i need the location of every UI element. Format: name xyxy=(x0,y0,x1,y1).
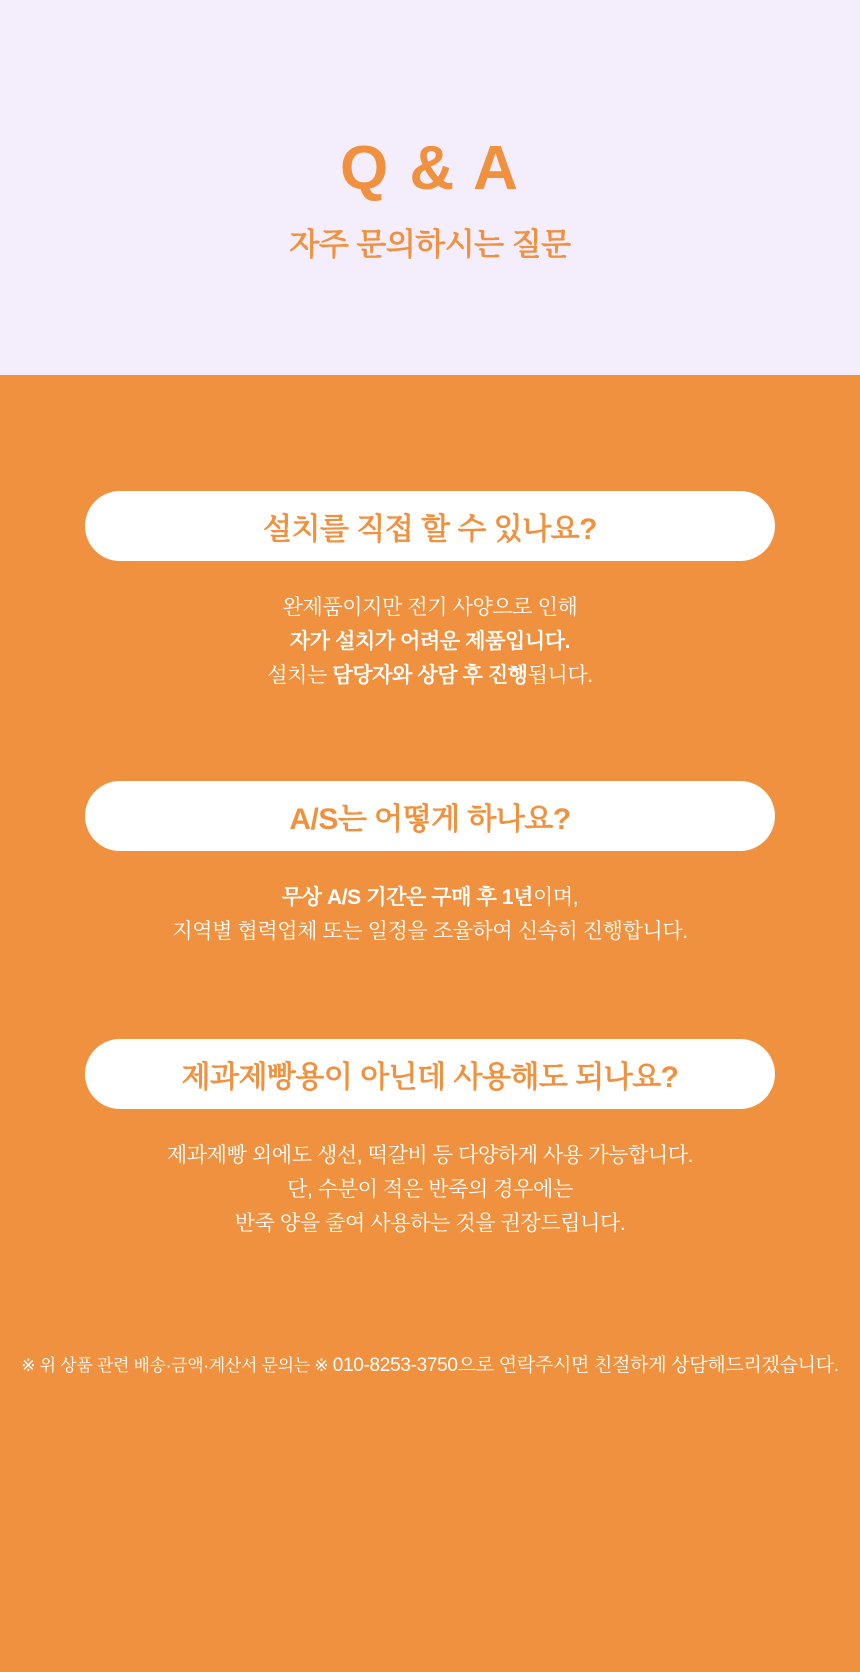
faq-answer xyxy=(267,591,592,693)
faq-answer xyxy=(172,881,687,949)
faq-answer xyxy=(167,1139,693,1241)
faq-answer-segment: 담당자와 상담 후 진행 xyxy=(332,664,528,688)
contact-note-line-1: ※ 위 상품 관련 배송·금액·계산서 문의는 ※ xyxy=(21,1356,329,1376)
faq-answer-line xyxy=(167,1207,693,1241)
faq-answer-segment: 자가 설치가 어려운 제품입니다. xyxy=(289,630,571,654)
faq-answer-line xyxy=(172,881,687,915)
faq-answer-segment: 단, 수분이 적은 반죽의 경우에는 xyxy=(287,1178,573,1202)
faq-question-pill xyxy=(85,491,775,561)
faq-question-text: A/S는 어떻게 하나요? xyxy=(289,803,571,837)
faq-answer-line xyxy=(172,915,687,949)
faq-answer-segment: 됩니다. xyxy=(527,664,593,688)
contact-note-line-2: 010-8253-3750으로 연락주시면 친절하게 상담해드리겠습니다. xyxy=(332,1355,839,1377)
page-subtitle: 자주 문의하시는 질문 xyxy=(289,227,571,263)
faq-question-pill xyxy=(85,781,775,851)
faq-answer-segment: 완제품이지만 전기 사양으로 인해 xyxy=(282,596,578,619)
faq-question-pill xyxy=(85,1039,775,1109)
faq-item xyxy=(0,1039,860,1241)
faq-question-text: 설치를 직접 할 수 있나요? xyxy=(263,513,597,546)
faq-answer-line xyxy=(267,625,592,659)
page-title: Q & A xyxy=(340,134,520,203)
page-header xyxy=(0,0,860,375)
faq-answer-segment: 이며, xyxy=(533,886,579,910)
faq-item xyxy=(0,491,860,693)
faq-answer-segment: 반죽 양을 줄여 사용하는 것을 권장드립니다. xyxy=(234,1212,626,1236)
faq-answer-line xyxy=(267,659,592,693)
faq-answer-segment: 지역별 협력업체 또는 일정을 조율하여 신속히 진행합니다. xyxy=(172,920,688,944)
faq-answer-line xyxy=(267,591,592,625)
contact-note xyxy=(21,1349,838,1382)
faq-answer-line xyxy=(167,1139,693,1173)
faq-panel xyxy=(0,375,860,1672)
faq-answer-segment: 무상 A/S 기간은 구매 후 1년 xyxy=(281,886,533,910)
faq-answer-segment: 제과제빵 외에도 생선, 떡갈비 등 다양하게 사용 가능합니다. xyxy=(166,1144,694,1168)
faq-item xyxy=(0,781,860,949)
faq-question-text: 제과제빵용이 아닌데 사용해도 되나요? xyxy=(181,1061,679,1095)
faq-answer-segment: 설치는 xyxy=(267,664,333,688)
faq-answer-line xyxy=(167,1173,693,1207)
